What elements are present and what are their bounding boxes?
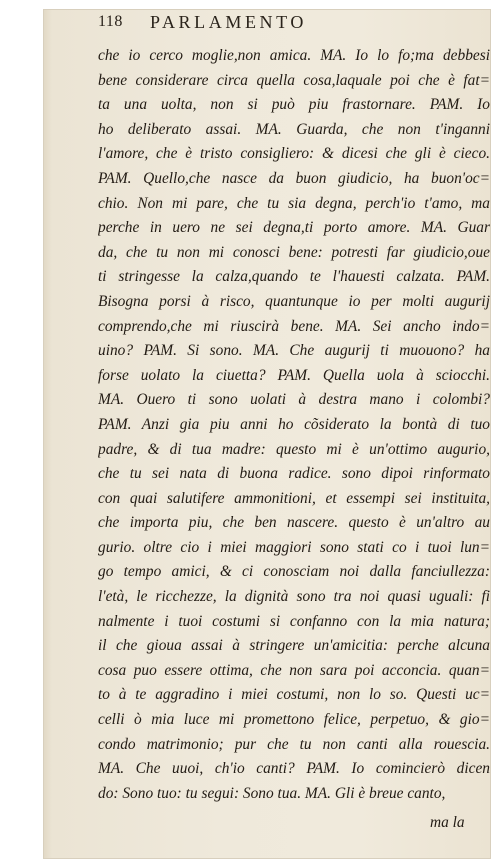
page-number: 118: [98, 13, 123, 30]
text-line: forse uolato la ciuetta? PAM. Quella uola à sciocchi.: [98, 366, 490, 384]
running-title: PARLAMENTO: [150, 12, 308, 32]
text-line: bene considerare circa quella cosa,laquale poi che è fat=: [98, 71, 490, 89]
body-text: [98, 44, 490, 806]
text-line: PAM. Quello,che nasce da buon giudicio, ha buon'oc=: [98, 169, 490, 187]
text-line: ho deliberato assai. MA. Guarda, che non t'inganni: [98, 120, 490, 138]
text-line: to à te aggradino i miei costumi, non lo so. Questi uc=: [98, 686, 490, 704]
text-line: go tempo amici, & ci conosciam noi dalla fanciullezza:: [98, 563, 490, 581]
text-line: l'età, le ricchezze, la dignità sono tra noi quasi uguali: fi: [98, 588, 490, 606]
text-line: con quai salutifere ammonitioni, et essempi sei instituita,: [98, 489, 490, 507]
page-header: [98, 12, 468, 34]
text-line: celli ò mia luce mi promettono felice, perpetuo, & gio=: [98, 711, 490, 729]
text-line: PAM. Anzi gia piu anni ho cõsiderato la bontà di tuo: [98, 415, 490, 433]
text-line: gurio. oltre cio i miei maggiori sono stati co i tuoi lun=: [98, 538, 490, 556]
text-line: che importa piu, che ben nascere. questo è un'altro au: [98, 514, 490, 532]
text-line: che io cerco moglie,non amica. MA. Io lo fo;ma debbesi: [98, 47, 490, 64]
text-line: l'amore, che è tristo consigliero: & dicesi che gli è cieco.: [98, 145, 490, 163]
text-line: padre, & di tua madre: questo mi è un'ottimo augurio,: [98, 440, 490, 458]
text-line: il che gioua assai à stringere un'amicitia: perche alcuna: [98, 637, 490, 655]
text-line: ta una uolta, non si può piu frastornare. PAM. Io: [98, 96, 490, 114]
text-line: MA. Che uuoi, ch'io canti? PAM. Io comincierò dicen: [98, 760, 490, 778]
text-line: chio. Non mi pare, che tu sia degna, perch'io t'amo, ma: [98, 194, 490, 212]
text-line: cosa puo essere ottima, che non sara poi acconcia. quan=: [98, 661, 490, 679]
text-line: Bisogna porsi à risco, quantunque io per molti augurij: [98, 292, 490, 310]
text-line: ti stringesse la calza,quando te l'hauesti calzata. PAM.: [98, 268, 490, 286]
text-line: perche in uero ne sei degna,ti porto amore. MA. Guar: [98, 219, 490, 237]
text-line: che tu sei nata di buona radice. sono dipoi rinformato: [98, 465, 490, 483]
text-line: do: Sono tuo: tu segui: Sono tua. MA. Gli è breue canto,: [98, 784, 446, 802]
catchword: ma la: [430, 814, 465, 831]
text-line: uino? PAM. Si sono. MA. Che augurij ti muouono? ha: [98, 342, 490, 360]
text-line: condo matrimonio; pur che tu non canti alla rouescia.: [98, 735, 490, 753]
text-line: da, che tu non mi conosci bene: potresti far giudicio,oue: [98, 243, 490, 261]
text-line: MA. Ouero ti sono uolati à destra mano i colombi?: [98, 391, 490, 409]
text-line: nalmente i tuoi costumi si confanno con la mia natura;: [98, 612, 490, 630]
text-line: comprendo,che mi riuscirà bene. MA. Sei ancho indo=: [98, 317, 490, 335]
